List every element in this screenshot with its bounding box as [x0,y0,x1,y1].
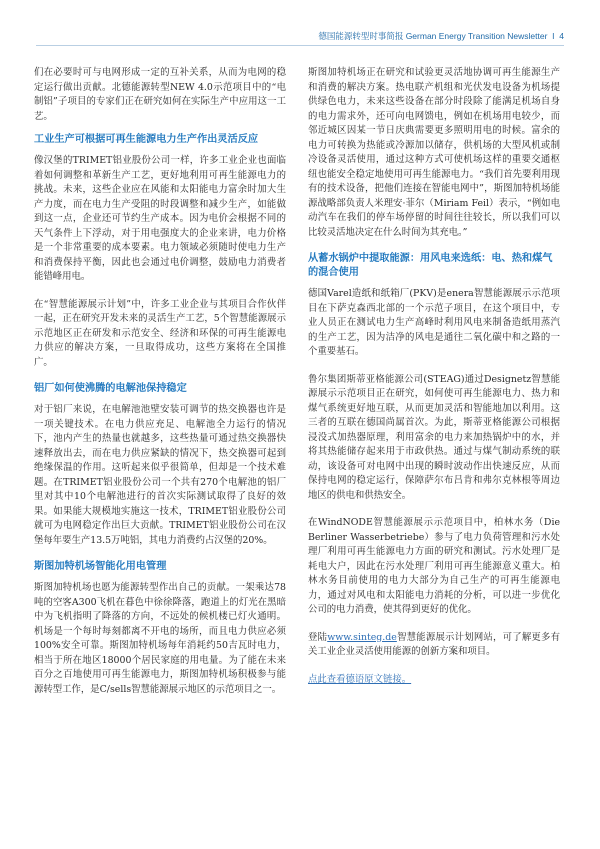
sinteg-text-before: 登陆 [308,631,328,643]
paragraph: 德国Varel造纸和纸箱厂(PKV)是enera智慧能源展示示范项目在下萨克森西北部的一个示范子项目，在这个项目中，专业人员正在测试电力生产高峰时利用风电来制备造纸用蒸汽的生产工艺，因为洁净的风电是通往二氧化碳中和之路的一个重要基石。 [308,288,560,357]
paragraph: 们在必要时可与电网形成一定的互补关系，从而为电网的稳定运行做出贡献。北德能源转型NEW 4.0示范项目中的“电制铝”子项目的专家们正在研究如何在实际生产中应用这一工艺。 [34,67,286,122]
header-separator: I [552,31,555,41]
paragraph: 鲁尔集团斯蒂亚格能源公司(STEAG)通过Designetz智慧能源展示示范项目正在研究，如何使可再生能源电力、热力和煤气系统更好地互联，从而更加灵活和智能地加以利用。这三者的互联在德国尚属首次。为此，斯蒂亚格能源公司根据浸没式加热器原理，利用富余的电力来加热锅炉中的水，并将其热能储存起来用于市政供热。通过与煤气制动系统的联动，该设备可对电网中出现的瞬时波动作出快速反应，从而保持电网的稳定运行，保障萨尔布吕肯和弗尔克林根等周边地区的供电和供热安全。 [308,373,560,501]
section-heading: 工业生产可根据可再生能源电力生产作出灵活反应 [34,134,259,145]
newsletter-title: 德国能源转型时事简报 German Energy Transition Newsletter [318,31,548,41]
paragraph: 在“智慧能源展示计划”中，许多工业企业与其项目合作伙伴一起，正在研究开发未来的灵活生产工艺，5个智慧能源展示示范地区正在研发和示范安全、经济和环保的可再生能源电力供应的解决方案，一旦取得成功，这些方案将在全国推广。 [34,298,286,368]
sinteg-link[interactable]: www.sinteg.de [327,631,397,643]
paragraph: 对于铝厂来说，在电解池池壁安装可调节的热交换器也许是一项关键技术。在电力供应充足、电解池全力运行的情况下，池内产生的热量也就越多，这些热量可通过热交换器快速释放出去，而在电力供应紧缺的情况下，热交换器可起到绝缘保温的作用。这听起来似乎很简单，但却是一个技术难题。在TRIMET铝业股份公司一个共有270个电解池的铝厂里对其中10个电解池进行的首次实际测试取得了良好的效果。如果能大规模地实施这一技术，TRIMET铝业股份公司就可为电网稳定作出巨大贡献。TRIMET铝业股份公司在汉堡每年要生产13.5万吨铝，其电力消费约占汉堡的20%。 [34,404,286,546]
german-original-link[interactable]: 点此查看德语原文链接。 [308,673,412,685]
paragraph: 像汉堡的TRIMET铝业股份公司一样，许多工业企业也面临着如何调整和革新生产工艺，更好地利用可再生能源电力的挑战。未来，这些企业应在风能和太阳能电力富余时加大生产力度，而在电力生产受阻的时段调整和减少生产，如能做到这一点，企业还可节约生产成本。因为电价会根据不同的天气条件上下浮动，对于用电强度大的企业来讲，电力价格是一个非常重要的成本要素。电力领域必须随时使电力生产和消费保持平衡，因此也会通过电价调整，鼓励电力消费者能错峰用电。 [34,155,286,282]
section-heading: 从蓄水锅炉中提取能源：用风电来选纸：电、热和煤气的混合使用 [308,253,553,278]
page-number: 4 [559,31,564,41]
sinteg-paragraph [308,631,560,660]
section-heading: 铝厂如何使沸腾的电解池保持稳定 [34,383,187,394]
header-divider [36,45,564,46]
paragraph: 在WindNODE智慧能源展示示范项目中，柏林水务（Die Berliner Wasserbetriebe）参与了电力负荷管理和污水处理厂利用可再生能源电力方面的研究和测试。污水处理厂是耗电大户，因此在污水处理厂利用可再生能源意义重大。柏林水务目前使用的电力大部分为自己生产的可再生能源电力，通过对风电和太阳能电力消耗的分析，可以进一步优化公司的电力消费，使其得到更好的优化。 [308,517,560,615]
sinteg-text-after: 智慧能源展示计划网站，可了解更多有关工业企业灵活使用能源的创新方案和项目。 [308,631,560,657]
section-heading: 斯图加特机场智能化用电管理 [34,561,167,572]
paragraph: 斯图加特机场也愿为能源转型作出自己的贡献。一架乘达78吨的空客A300飞机在暮色中徐徐降落，跑道上的灯光在黑暗中为飞机指明了降落的方向，不远处的候机楼已灯火通明。机场是一个每时每刻都离不开电的场所，而且电力供应必须100%安全可靠。斯图加特机场每年消耗约50吉瓦时电力，相当于所在地区18000个居民家庭的用电量。为了能在未来百分之百地使用可再生能源电力，斯图加特机场积极参与能源转型工作，是C/sells智慧能源展示地区的示范项目之一。 [34,582,286,695]
right-column [308,66,560,687]
left-column [34,66,286,697]
page-header [36,30,564,42]
paragraph: 斯图加特机场正在研究和试验更灵活地协调可再生能源生产和消费的解决方案。热电联产机组和光伏发电设备为机场提供绿色电力，未来这些设备在部分时段除了能满足机场自身的电力需求外，还可向电网馈电，例如在机场用电较少，而邻近城区因某一节日庆典需要更多照明用电的时候。富余的电力可转换为热能或冷源加以储存，供机场的大型风机或制冷设备灵活使用，通过这种方式可使机场这样的重要交通枢纽也能安全稳定地使用可再生能源电力。“我们首先要利用现有的技术设备，把他们连接在智能电网中”，斯图加特机场能源战略部负责人米理安·菲尔（Miriam Feil）表示，“例如电动汽车在我们的停车场停留的时间往往较长，所以我们可以比较灵活地决定在什么时间为其充电。” [308,67,560,238]
